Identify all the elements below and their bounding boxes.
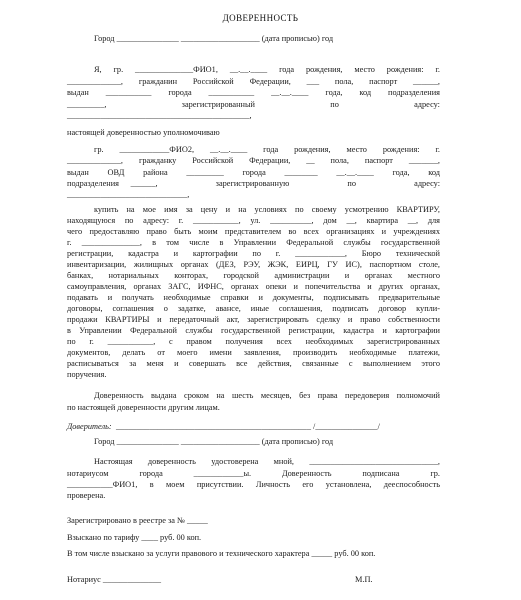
principal-line-3: выдан ___________ города ___________ __.__.____ года, код подразделения: [67, 88, 440, 97]
agent-line-3: выдан ОВД района _________ города ________ __.__.____ года, код: [67, 168, 440, 177]
body-line-11: продажи КВАРТИРЫ и передаточный акт, зарегистрировать сделку и право собственности: [67, 315, 440, 324]
agent-line-1: гр. ____________ФИО2, __.__.____ года рождения, место рождения: г.: [94, 145, 440, 154]
agent-line-4: подразделения ______, зарегистрированную по адресу:: [67, 179, 440, 188]
body-line-5: регистрации, кадастра и картографии по г. ____________, Бюро технической: [67, 249, 440, 258]
body-line-6: инвентаризации, жилищных органах (ДЕЗ, РЭУ, ЖЭК, ЕИРЦ, ГУ ИС), паспортном столе,: [67, 260, 440, 269]
body-line-15: расписываться за меня и совершать все действия, связанные с выполнением этого: [67, 359, 440, 368]
body-line-8: самоуправления, органах ЗАГС, ИФНС, органах опеки и попечительства и других органах,: [67, 282, 440, 291]
body-line-12: в Управлении Федеральной службы государственной регистрации, кадастра и картографии: [67, 326, 440, 335]
principal-line-2: _____________, гражданин Российской Федерации, ___ пола, паспорт ______,: [67, 77, 440, 86]
certification-line-3: ___________ФИО1, в моем присутствии. Личность его установлена, дееспособность: [67, 480, 440, 489]
principal-signature-label: Доверитель:: [67, 422, 112, 431]
term-line-1: Доверенность выдана сроком на шесть месяцев, без права передоверия полномочий: [94, 391, 440, 400]
principal-line-4: _________, зарегистрированный по адресу:: [67, 100, 440, 109]
agent-line-5: _____________________________,: [67, 190, 190, 199]
body-line-10: договоры, соглашения о задатке, авансе, иные соглашения, подписать договор купли-: [67, 304, 440, 313]
agent-line-2: _____________, гражданку Российской Федерации, __ пола, паспорт _______,: [67, 156, 440, 165]
services-fee-line: В том числе взыскано за услуги правового и технического характера _____ руб. 00 коп.: [67, 549, 376, 558]
notary-city-date-line: Город _______________ ___________________ (дата прописью) год: [94, 437, 334, 446]
certification-line-1: Настоящая доверенность удостоверена мной, _______________________________,: [94, 457, 440, 466]
certification-line-2: нотариусом города ____________ы. Доверенность подписана гр.: [67, 469, 440, 478]
body-line-14: документов, делать от моего имени заявления, производить необходимые платежи,: [67, 348, 440, 357]
certification-line-4: проверена.: [67, 491, 106, 500]
body-line-9: подавать и получать необходимые справки и документы, подписывать предварительные: [67, 293, 440, 302]
body-line-4: г. ______________, в том числе в Управлении Федеральной службы государственной: [67, 238, 440, 247]
notary-signature-line: Нотариус ______________: [67, 575, 162, 584]
body-line-7: банках, нотариальных конторах, городской администрации и органах местного: [67, 271, 440, 280]
body-line-3: чего предоставляю право быть моим представителем во всех организациях и учреждениях: [67, 227, 440, 236]
body-line-2: находящуюся по адресу: г. ___________, ул. __________, дом __, квартира __, для: [67, 216, 440, 225]
principal-signature-line: _______________________________________________ /_______________/: [116, 422, 380, 431]
body-line-1: купить на мое имя за цену и на условиях по своему усмотрению КВАРТИРУ,: [94, 205, 440, 214]
body-line-16: поручения.: [67, 370, 107, 379]
principal-line-5: ____________________________________________,: [67, 111, 252, 120]
term-line-2: по настоящей доверенности другим лицам.: [67, 403, 220, 412]
document-title: ДОВЕРЕННОСТЬ: [222, 13, 299, 23]
body-line-13: по г. ___________, с правом получения всех необходимых зарегистрированных: [67, 337, 440, 346]
authorize-line: настоящей доверенностью уполномочиваю: [67, 128, 220, 137]
tariff-line: Взыскано по тарифу ____ руб. 00 коп.: [67, 533, 202, 542]
registry-number-line: Зарегистрировано в реестре за № _____: [67, 516, 208, 525]
city-date-line: Город _______________ ___________________ (дата прописью) год: [94, 34, 334, 43]
seal-label: М.П.: [355, 575, 373, 584]
principal-line-1: Я, гр. ______________ФИО1, __.__.____ года рождения, место рождения: г.: [94, 65, 440, 74]
